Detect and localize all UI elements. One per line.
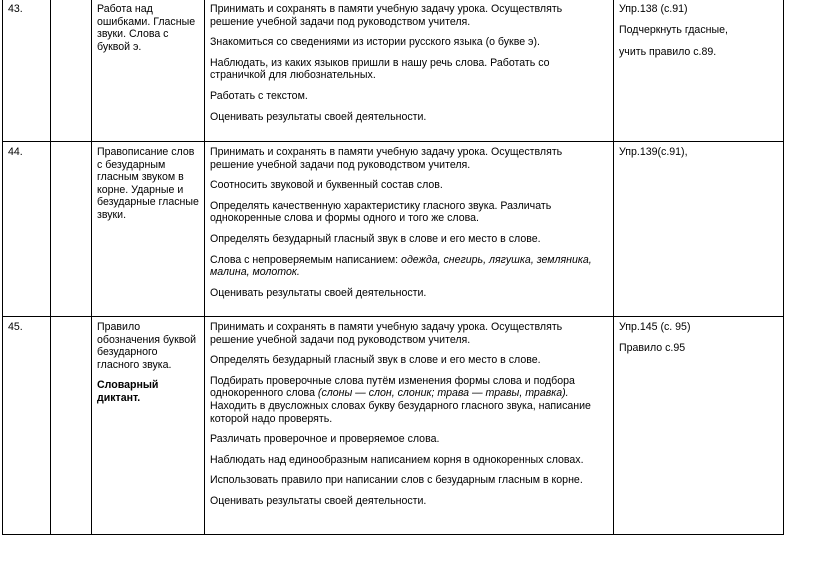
activity-item: Оценивать результаты своей деятельности. — [210, 494, 427, 507]
table-row — [3, 0, 784, 142]
topic-text: Правописание слов с безударным гласным звуком в корне. Ударные и безударные гласные звуки. — [97, 146, 199, 221]
empty-cell — [51, 0, 92, 142]
table-row — [3, 317, 784, 535]
vocabulary-prefix: Слова с непроверяемым написанием: — [210, 253, 399, 266]
activity-item: Оценивать результаты своей деятельности. — [210, 286, 427, 299]
check-words-text-end: Находить в двусложных словах букву безударного гласного звука, написание которой надо проверять. — [210, 399, 591, 425]
lesson-number: 44. — [3, 142, 51, 317]
homework-item: Упр.145 (с. 95) — [619, 321, 691, 333]
lesson-homework — [614, 317, 784, 535]
vocabulary-words: одежда, снегирь, лягушка, земляника, малина, молоток. — [210, 253, 592, 279]
empty-cell — [51, 142, 92, 317]
homework-item: Подчеркнуть гдасные, — [619, 23, 728, 36]
homework-item: Упр.138 (с.91) — [619, 3, 688, 15]
lesson-plan-table — [2, 0, 784, 535]
activity-item: Принимать и сохранять в памяти учебную задачу урока. Осуществлять решение учебной задачи под руководством учителя. — [210, 146, 563, 171]
homework-item: Правило с.95 — [619, 341, 686, 354]
activity-item: Наблюдать над единообразным написанием корня в однокоренных словах. — [210, 453, 584, 466]
activity-item-vocabulary — [210, 254, 608, 279]
lesson-homework — [614, 142, 784, 317]
lesson-number: 45. — [3, 317, 51, 535]
table-row — [3, 142, 784, 317]
homework-item: Упр.139(с.91), — [619, 146, 688, 158]
check-words-examples: (слоны — слон, слоник; трава — травы, травка). — [317, 387, 569, 400]
activity-item: Определять качественную характеристику гласного звука. Различать однокоренные слова и формы одного и того же слова. — [210, 199, 552, 225]
lesson-topic — [92, 0, 205, 142]
homework-item: учить правило с.89. — [619, 46, 717, 59]
topic-text: Правило обозначения буквой безударного гласного звука. — [97, 321, 197, 371]
topic-text: Работа над ошибками. Гласные звуки. Слова с буквой э. — [97, 3, 196, 53]
lesson-activities — [205, 0, 614, 142]
lesson-activities — [205, 317, 614, 535]
activity-item: Использовать правило при написании слов с безударным гласным в корне. — [210, 474, 583, 487]
check-words-text: Подбирать проверочные слова путём изменения формы слова и подбора однокоренного слова — [210, 374, 575, 400]
topic-dictation: Словарный диктант. — [97, 379, 159, 404]
lesson-topic — [92, 142, 205, 317]
activity-item: Соотносить звуковой и буквенный состав слов. — [210, 179, 443, 192]
activity-item: Определять безударный гласный звук в слове и его место в слове. — [210, 232, 541, 245]
activity-item-check-words — [210, 375, 608, 425]
activity-item: Принимать и сохранять в памяти учебную задачу урока. Осуществлять решение учебной задачи под руководством учителя. — [210, 3, 563, 28]
activity-item: Наблюдать, из каких языков пришли в нашу речь слова. Работать со страничкой для любознательных. — [210, 56, 550, 82]
empty-cell — [51, 317, 92, 535]
lesson-topic — [92, 317, 205, 535]
lesson-homework — [614, 0, 784, 142]
activity-item: Оценивать результаты своей деятельности. — [210, 110, 427, 123]
activity-item: Различать проверочное и проверяемое слова. — [210, 433, 440, 446]
activity-item: Работать с текстом. — [210, 89, 308, 102]
activity-item: Определять безударный гласный звук в слове и его место в слове. — [210, 354, 541, 367]
activity-item: Принимать и сохранять в памяти учебную задачу урока. Осуществлять решение учебной задачи под руководством учителя. — [210, 321, 563, 346]
lesson-number: 43. — [3, 0, 51, 142]
activity-item: Знакомиться со сведениями из истории русского языка (о букве э). — [210, 36, 540, 49]
lesson-activities — [205, 142, 614, 317]
